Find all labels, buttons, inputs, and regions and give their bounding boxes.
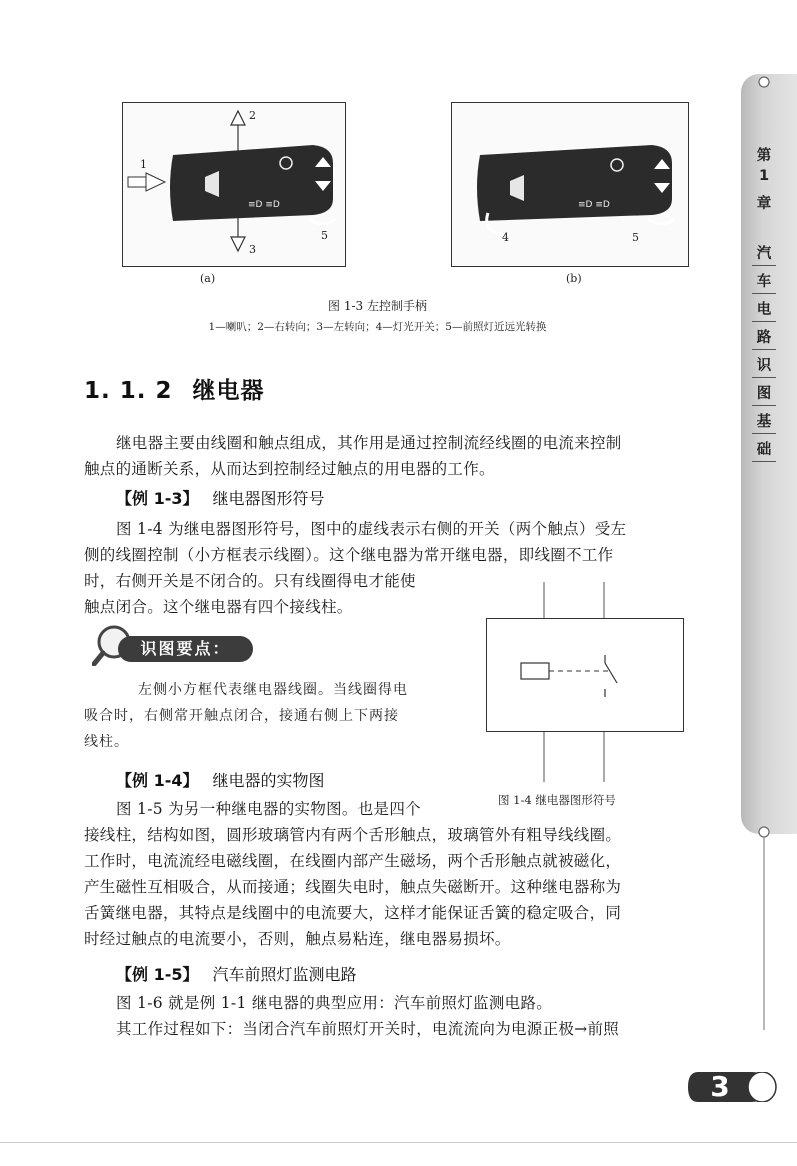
- figure-1-3-label-b: (b): [566, 272, 582, 285]
- key-points-line-3: 线柱。: [84, 734, 129, 750]
- example-1-4-line-2: 接线柱，结构如图，圆形玻璃管内有两个舌形触点，玻璃管外有粗导线线圈。: [84, 826, 622, 844]
- example-1-3-line-1: 图 1-4 为继电器图形符号，图中的虚线表示右侧的开关（两个触点）受左: [116, 520, 627, 538]
- side-separator: [752, 433, 776, 434]
- title-char-4: 路: [756, 330, 772, 346]
- example-title: 继电器的实物图: [212, 771, 325, 790]
- callout-5: 5: [321, 229, 328, 242]
- example-title: 继电器图形符号: [212, 489, 325, 508]
- side-separator: [752, 461, 776, 462]
- example-1-3-line-3: 时，右侧开关是不闭合的。只有线圈得电才能使: [84, 572, 416, 590]
- figure-1-4-caption: 图 1-4 继电器图形符号: [498, 793, 616, 807]
- intro-line-2: 触点的通断关系，从而达到控制经过触点的用电器的工作。: [84, 460, 495, 478]
- left-control-lever-illustration-b: [452, 103, 688, 266]
- example-1-5-line-2: 其工作过程如下：当闭合汽车前照灯开关时，电流流向为电源正极→前照: [116, 1020, 620, 1038]
- chapter-char-3: 章: [756, 196, 772, 212]
- callout-5: 5: [632, 231, 639, 244]
- side-separator: [752, 405, 776, 406]
- callout-3: 3: [249, 243, 256, 256]
- side-separator: [752, 293, 776, 294]
- example-1-3-heading: [116, 486, 325, 509]
- relay-symbol: [487, 619, 683, 731]
- callout-4: 4: [502, 231, 509, 244]
- figure-1-3-legend: 1—喇叭；2—右转向；3—左转向；4—灯光开关；5—前照灯近远光转换: [208, 321, 547, 333]
- side-separator: [752, 321, 776, 322]
- example-1-5-line-1: 图 1-6 就是例 1-1 继电器的典型应用：汽车前照灯监测电路。: [116, 994, 553, 1012]
- example-1-4-heading: [116, 768, 325, 791]
- figure-1-4-box: [486, 618, 684, 732]
- example-1-3-line-2: 侧的线圈控制（小方框表示线圈）。这个继电器为常开继电器，即线圈不工作: [84, 546, 614, 564]
- example-title: 汽车前照灯监测电路: [212, 965, 357, 984]
- side-tab-rail: [750, 72, 780, 1032]
- figure-1-3-panel-a: [122, 102, 346, 267]
- chapter-char-2: 1: [758, 168, 770, 184]
- callout-2: 2: [249, 109, 256, 122]
- side-separator: [752, 349, 776, 350]
- example-tag: 【例 1-5】: [116, 965, 199, 984]
- side-separator: [752, 265, 776, 266]
- callout-1: 1: [140, 158, 147, 171]
- title-char-5: 识: [756, 358, 772, 374]
- example-1-4-line-5: 舌簧继电器，其特点是线圈中的电流要大，这样才能保证舌簧的稳定吸合，同: [84, 904, 622, 922]
- title-char-6: 图: [756, 386, 772, 402]
- example-1-3-line-4: 触点闭合。这个继电器有四个接线柱。: [84, 598, 353, 616]
- figure-1-3-label-a: (a): [200, 272, 216, 285]
- example-1-4-line-1: 图 1-5 为另一种继电器的实物图。也是四个: [116, 800, 421, 818]
- chapter-char-1: 第: [756, 148, 772, 164]
- example-1-4-line-3: 工作时，电流流经电磁线圈，在线圈内部产生磁场，两个舌形触点就被磁化，: [84, 852, 622, 870]
- side-separator: [752, 377, 776, 378]
- left-control-lever-illustration-a: [123, 103, 345, 266]
- section-heading: [84, 372, 265, 405]
- svg-text:≡D ≡D: ≡D ≡D: [578, 200, 610, 210]
- example-1-4-line-4: 产生磁性互相吸合，从而接通；线圈失电时，触点失磁断开。这种继电器称为: [84, 878, 622, 896]
- example-1-5-heading: [116, 962, 357, 985]
- intro-line-1: 继电器主要由线圈和触点组成，其作用是通过控制流经线圈的电流来控制: [116, 434, 622, 452]
- title-char-7: 基: [756, 414, 772, 430]
- rail-top-dot-icon: [759, 77, 769, 87]
- title-char-1: 汽: [756, 246, 772, 262]
- footer-rule: [0, 1142, 797, 1143]
- page-number: 3: [710, 1070, 730, 1103]
- arrow-down-icon: [231, 237, 245, 251]
- arrow-up-icon: [231, 111, 245, 125]
- figure-1-3-panel-b: [451, 102, 689, 267]
- section-title: 继电器: [192, 378, 265, 404]
- svg-text:≡D ≡D: ≡D ≡D: [248, 200, 280, 210]
- relay-contact: [605, 663, 617, 683]
- relay-coil: [521, 663, 549, 679]
- key-points-line-1: 左侧小方框代表继电器线圈。当线圈得电: [138, 682, 408, 698]
- example-tag: 【例 1-3】: [116, 489, 199, 508]
- key-points-label: 识图要点：: [118, 636, 253, 662]
- title-char-3: 电: [756, 302, 772, 318]
- example-tag: 【例 1-4】: [116, 771, 199, 790]
- title-char-8: 础: [756, 442, 772, 458]
- figure-1-3-caption: 图 1-3 左控制手柄: [328, 299, 427, 313]
- example-1-4-line-6: 时经过触点的电流要小，否则，触点易粘连，继电器易损坏。: [84, 930, 511, 948]
- key-points-line-2: 吸合时，右侧常开触点闭合，接通右侧上下两接: [84, 708, 399, 724]
- section-number: 1. 1. 2: [84, 378, 173, 404]
- title-char-2: 车: [756, 274, 772, 290]
- rail-bottom-dot-icon: [759, 827, 769, 837]
